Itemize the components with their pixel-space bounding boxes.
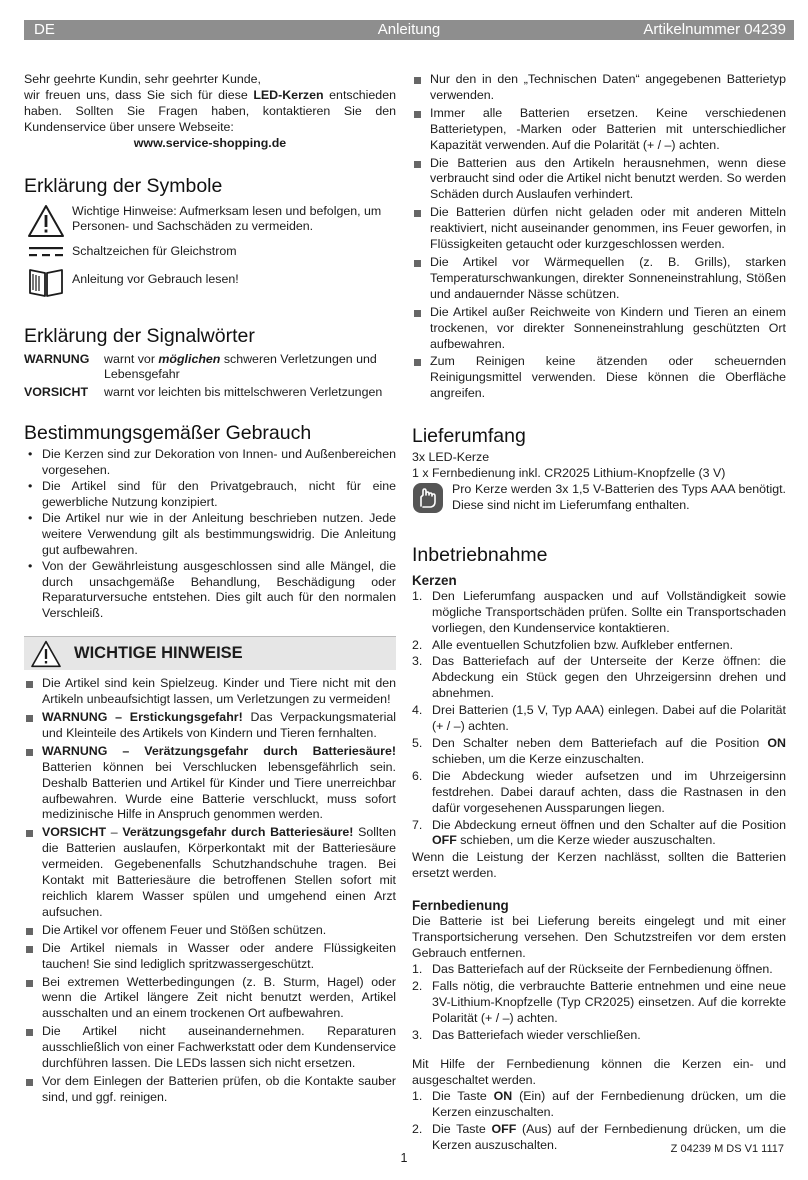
- delivery-note-text: Pro Kerze werden 3x 1,5 V-Batterien des Typs AAA benötigt. Diese sind nicht im Lieferumfang enthalten.: [452, 481, 786, 512]
- list-item: Die Batterien aus den Artikeln herausnehmen, wenn diese verbraucht sind oder die Artikel nicht benutzt werden. So werden Schäden durch Auslaufen verhindert.: [412, 156, 786, 204]
- candles-steps: [412, 589, 786, 850]
- list-item: Die Artikel außer Reichweite von Kindern und Tieren an einem trockenen, vor direkter Sonneneinstrahlung geschützten Ort aufbewahren.: [412, 305, 786, 353]
- signal-warning-row: [24, 352, 396, 384]
- page-number: 1: [400, 1151, 408, 1165]
- symbol-text-warning: Wichtige Hinweise: Aufmerksam lesen und befolgen, um Personen- und Sachschäden zu vermeiden.: [72, 203, 382, 234]
- delivery-line-2: 1 x Fernbedienung inkl. CR2025 Lithium-Knopfzelle (3 V): [412, 466, 726, 481]
- header-title: Anleitung: [377, 21, 441, 38]
- list-item: 7. Die Abdeckung erneut öffnen und den Schalter auf die Position OFF schieben, um die Kerze wieder auszuschalten.: [412, 817, 786, 848]
- symbol-text-book: Anleitung vor Gebrauch lesen!: [72, 271, 239, 286]
- signal-caution-row: [24, 385, 396, 401]
- list-item: 2. Falls nötig, die verbrauchte Batterie entnehmen und eine neue 3V-Lithium-Knopfzelle (Typ CR2025) einsetzen. Auf die korrekte Polarität (+ / –) achten.: [412, 978, 786, 1025]
- signal-term-caution: VORSICHT: [24, 385, 89, 400]
- list-item: Immer alle Batterien ersetzen. Keine verschiedenen Batterietypen, -Marken oder Batterien mit unterschiedlicher Kapazität verwenden. Auf die Polarität (+ / –) achten.: [412, 106, 786, 154]
- list-item: 6. Die Abdeckung wieder aufsetzen und im Uhrzeigersinn festdrehen. Dabei darauf achten, dass die Rastnasen in den dafür vorgesehenen Aussparungen liegen.: [412, 768, 786, 815]
- remote-steps: [412, 962, 786, 1044]
- list-item: 4. Drei Batterien (1,5 V, Typ AAA) einlegen. Dabei auf die Polarität (+ / –) achten.: [412, 703, 786, 734]
- list-item: Die Artikel nicht auseinandernehmen. Reparaturen ausschließlich von einer Fachwerkstatt oder dem Kundenservice durchführen lassen. Die LEDs lassen sich nicht ersetzen.: [24, 1024, 396, 1072]
- list-item: • Die Kerzen sind zur Dekoration von Innen- und Außenbereichen vorgesehen.: [24, 447, 396, 479]
- warning-triangle-icon: [24, 204, 68, 238]
- list-item: • Die Artikel nur wie in der Anleitung beschrieben nutzen. Jede weitere Verwendung gilt als bestimmungswidrig. Die Anleitung gut aufbewahren.: [24, 511, 396, 559]
- list-item: • Die Artikel sind für den Privatgebrauch, nicht für eine gewerbliche Nutzung konzipiert.: [24, 479, 396, 511]
- symbols-heading: Erklärung der Symbole: [24, 174, 223, 197]
- symbol-row-warning: [24, 204, 396, 238]
- warning-triangle-icon: [30, 640, 62, 668]
- product-name: LED-Kerzen: [253, 87, 324, 102]
- list-item: VORSICHT – Verätzungsgefahr durch Batteriesäure! Sollten die Batterien auslaufen, Körperkontakt mit der Batteriesäure vermeiden. Gegebenenfalls Schutzhandschuhe tragen. Bei Kontakt mit Batteriesäure die betroffenen Stellen sofort mit reichlich klarem Wasser spülen und umgehend einen Arzt aufsuchen.: [24, 825, 396, 920]
- list-item: 3. Das Batteriefach auf der Unterseite der Kerze öffnen: die Abdeckung ein Stück gegen den Uhrzeigersinn drehen und abnehmen.: [412, 654, 786, 701]
- header-language: DE: [34, 21, 55, 38]
- open-book-icon: [24, 266, 68, 298]
- candles-subheading: Kerzen: [412, 572, 457, 588]
- list-item: 2. Die Taste OFF (Aus) auf der Fernbedienung drücken, um die Kerzen auszuschalten.: [412, 1122, 786, 1152]
- startup-heading: Inbetriebnahme: [412, 543, 548, 566]
- list-item: • Von der Gewährleistung ausgeschlossen sind alle Mängel, die durch unsachgemäße Behandlung, Beschädigung oder Reparaturversuche entstehen. Dies gilt auch für den normalen Verschleiß.: [24, 559, 396, 623]
- website-link[interactable]: www.service-shopping.de: [133, 135, 287, 150]
- important-list: [24, 676, 396, 1106]
- list-item: Die Artikel sind kein Spielzeug. Kinder und Tiere nicht mit den Artikeln unbeaufsichtigt lassen, um Verletzungen zu vermeiden!: [24, 676, 396, 708]
- list-item: 1. Das Batteriefach auf der Rückseite der Fernbedienung öffnen.: [412, 961, 773, 976]
- list-item: 2. Alle eventuellen Schutzfolien bzw. Aufkleber entfernen.: [412, 637, 734, 652]
- list-item: Zum Reinigen keine ätzenden oder scheuernden Reinigungsmittel verwenden. Diese können die Oberfläche angreifen.: [412, 354, 786, 402]
- signal-desc-warning: warnt vor möglichen schweren Verletzungen und Lebensgefahr: [104, 351, 377, 382]
- list-item: Bei extremen Wetterbedingungen (z. B. Sturm, Hagel) oder wenn die Artikel längere Zeit nicht benutzt werden, Artikel ausschalten und an einem trockenen Ort aufbewahren.: [24, 975, 396, 1023]
- delivery-heading: Lieferumfang: [412, 425, 526, 448]
- list-item: Die Artikel niemals in Wasser oder andere Flüssigkeiten tauchen! Sie sind lediglich spritzwassergeschützt.: [24, 941, 396, 973]
- remote-subheading: Fernbedienung: [412, 898, 509, 914]
- direct-current-icon: [24, 244, 68, 260]
- intended-use-heading: Bestimmungsgemäßer Gebrauch: [24, 422, 312, 445]
- intended-use-list: [24, 447, 396, 622]
- header-article-number: Artikelnummer 04239: [643, 21, 786, 38]
- signal-words-heading: Erklärung der Signalwörter: [24, 324, 255, 347]
- symbol-row-book: [24, 266, 396, 298]
- list-item: Die Artikel vor Wärmequellen (z. B. Grills), starken Temperaturschwankungen, direkter Sonneneinstrahlung, Stößen und andauernder Nässe schützen.: [412, 255, 786, 303]
- document-reference: Z 04239 M DS V1 1117: [670, 1143, 784, 1155]
- important-notice-banner: [24, 636, 396, 670]
- list-item: Die Batterien dürfen nicht geladen oder mit anderen Mitteln reaktiviert, nicht auseinander genommen, ins Feuer geworfen, in Flüssigkeiten getaucht oder kurzgeschlossen werden.: [412, 205, 786, 253]
- important-notice-title: WICHTIGE HINWEISE: [74, 643, 243, 662]
- intro-greeting: Sehr geehrte Kundin, sehr geehrter Kunde,: [24, 72, 261, 86]
- battery-notes-list: [412, 72, 786, 402]
- symbols-list: [24, 204, 396, 298]
- signal-words-list: [24, 352, 396, 402]
- symbol-row-dc: [24, 244, 396, 260]
- signal-term-warning: WARNUNG: [24, 351, 90, 366]
- symbol-text-dc: Schaltzeichen für Gleichstrom: [72, 243, 237, 258]
- remote-intro: Die Batterie ist bei Lieferung bereits eingelegt und mit einer Transportsicherung versehen. Den Schutzstreifen vor dem ersten Gebrauch entfernen.: [412, 914, 786, 960]
- list-item: Nur den in den „Technischen Daten“ angegebenen Batterietyp verwenden.: [412, 72, 786, 104]
- list-item: WARNUNG – Verätzungsgefahr durch Batteriesäure! Batterien können bei Verschlucken lebensgefährlich sein. Deshalb Batterien und Artikel für Kinder und Tiere unerreichbar aufbewahren. Wurde eine Batterie verschluckt, muss sofort medizinische Hilfe in Anspruch genommen werden.: [24, 744, 396, 824]
- delivery-note: [412, 482, 786, 519]
- list-item: 1. Die Taste ON (Ein) auf der Fernbedienung drücken, um die Kerzen einzuschalten.: [412, 1089, 786, 1120]
- list-item: 5. Den Schalter neben dem Batteriefach auf die Position ON schieben, um die Kerze einzuschalten.: [412, 736, 786, 766]
- remote-usage: Mit Hilfe der Fernbedienung können die Kerzen ein- und ausgeschaltet werden.: [412, 1057, 786, 1088]
- list-item: 3. Das Batteriefach wieder verschließen.: [412, 1027, 641, 1042]
- header-bar: [24, 20, 794, 40]
- delivery-line-1: 3x LED-Kerze: [412, 450, 490, 465]
- intro-text: wir freuen uns, dass Sie sich für diese LED-Kerzen entschieden haben. Sollten Sie Fragen haben, kontaktieren Sie den Kundenservice über unsere Webseite:: [24, 87, 396, 134]
- signal-desc-caution: warnt vor leichten bis mittelschweren Verletzungen: [104, 385, 383, 400]
- candles-closing: Wenn die Leistung der Kerzen nachlässt, sollten die Batterien ersetzt werden.: [412, 850, 786, 881]
- list-item: Vor dem Einlegen der Batterien prüfen, ob die Kontakte sauber sind, und ggf. reinigen.: [24, 1074, 396, 1106]
- list-item: 1. Den Lieferumfang auspacken und auf Vollständigkeit sowie mögliche Transportschäden prüfen. Sollte ein Transportschaden vorliegen, den Kundenservice kontaktieren.: [412, 588, 786, 635]
- left-column: [24, 72, 396, 1108]
- list-item: WARNUNG – Erstickungsgefahr! Das Verpackungsmaterial und Kleinteile des Artikels von Kindern und Tieren fernhalten.: [24, 710, 396, 742]
- list-item: Die Artikel vor offenem Feuer und Stößen schützen.: [24, 923, 396, 939]
- hand-note-icon: [412, 482, 448, 519]
- right-column: [412, 72, 786, 1155]
